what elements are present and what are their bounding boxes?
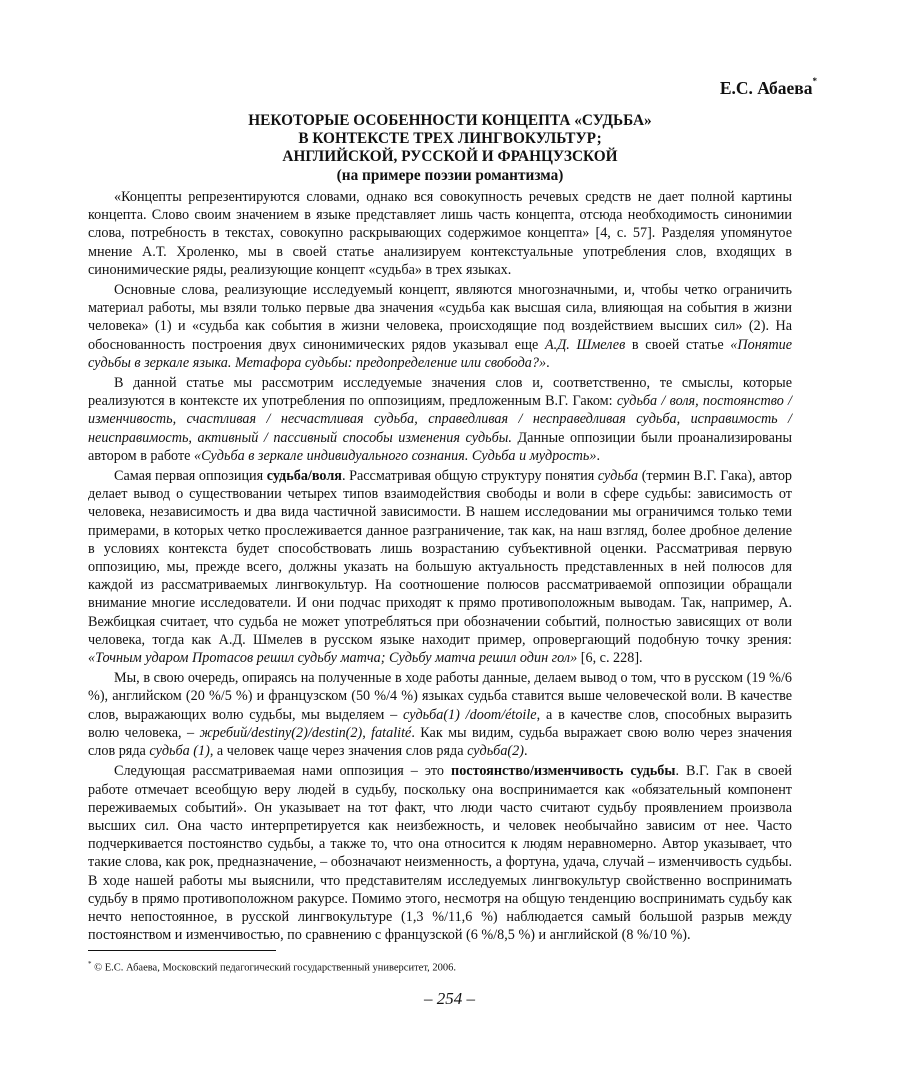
title-line-3: АНГЛИЙСКОЙ, РУССКОЙ И ФРАНЦУЗСКОЙ (282, 148, 618, 166)
page-number: – 254 – (424, 989, 475, 1008)
author-name: Е.С. Абаева* (719, 76, 817, 98)
author-footnote-mark: * (812, 76, 817, 86)
footnote-divider (88, 950, 276, 951)
footnote: * © Е.С. Абаева, Московский педагогический государственный университет, 2006. (88, 960, 457, 974)
paragraph-4: Самая первая оппозиция судьба/воля. Рассматривая общую структуру понятия судьба (термин В.Г. Гака), автор делает вывод о существовании четырех типов взаимодействия свободы и воли в сфере судьбы: зависимость от человека, независимость и два вида частичной зависимости. В нашем исследовании мы ограничимся только теми примерами, в которых четко прослеживается данное разграничение, так как, на наш взгляд, более дробное деление в условиях контекста будет способствовать лишь возрастанию субъективной оценки. Рассматривая первую оппозицию, мы, прежде всего, должны указать на большую актуальность представленных в ней полюсов для каждой из рассматриваемых лингвокультур. На соотношение полюсов рассматриваемой оппозиции обращали внимание многие исследователи. И они подчас приходят к прямо противоположным выводам. Так, например, А. Вежбицкая считает, что судьба не может употребляться при обозначении событий, полностью зависящих от воли человека, тогда как А.Д. Шмелев в русском языке находит пример, опровергающий подобную точку зрения: «Точным ударом Протасов решил судьбу матча; Судьбу матча решил один гол» [6, с. 228]. (88, 468, 793, 667)
paragraph-1: «Концепты репрезентируются словами, однако вся совокупность речевых средств не дает полной картины концепта. Слово своим значением в языке представляет лишь часть концепта, отсюда необходимость синонимии слова, потребность в текстах, совокупно раскрывающих содержимое концепта» [4, с. 57]. Разделяя упомянутое мнение А.Т. Хроленко, мы в своей статье анализируем контекстуальные употребления слов, входящих в синонимические ряды, реализующие концепт «судьба» в трех языках. (88, 189, 792, 278)
title-subtitle: (на примере поэзии романтизма) (336, 166, 564, 184)
title-line-1: НЕКОТОРЫЕ ОСОБЕННОСТИ КОНЦЕПТА «СУДЬБА» (248, 112, 652, 129)
paragraph-3: В данной статье мы рассмотрим исследуемые значения слов и, соответственно, те смыслы, которые реализуются в контексте их употребления по оппозициям, предложенным В.Г. Гаком: судьба / воля, постоянство / изменчивость, счастливая / несчастливая судьба, справедливая / несправедливая судьба, исправимость / неисправимость, активный / пассивный способы изменения судьбы. Данные оппозиции были проанализированы автором в работе «Судьба в зеркале индивидуального сознания. Судьба и мудрость». (88, 375, 792, 464)
paragraph-5: Мы, в свою очередь, опираясь на полученные в ходе работы данные, делаем вывод о том, что в русском (19 %/6 %), английском (20 %/5 %) и французском (50 %/4 %) языках судьба ставится выше человеческой воли. В качестве слов, выражающих волю судьбы, мы выделяем – судьба(1) /doom/étoile, а в качестве слов, способных выразить волю человека, – жребий/destiny(2)/destin(2), fatalité. Как мы видим, судьба выражает свою волю через значения слов ряда судьба (1), а человек чаще через значения слов ряда судьба(2). (88, 670, 792, 760)
article-title (90, 112, 810, 185)
article-body (88, 188, 792, 946)
paragraph-2: Основные слова, реализующие исследуемый концепт, являются многозначными, и, чтобы четко ограничить материал работы, мы взяли только первые два значения «судьба как высшая сила, влияющая на события в жизни человека» (1) и «судьба как события в жизни человека, происходящие под воздействием высших сил» (2). На обоснованность построения двух синонимических рядов указывал еще А.Д. Шмелев в своей статье «Понятие судьбы в зеркале языка. Метафора судьбы: предопределение или свобода?». (88, 282, 793, 371)
title-line-2: В КОНТЕКСТЕ ТРЕХ ЛИНГВОКУЛЬТУР; (298, 130, 602, 148)
paragraph-6: Следующая рассматриваемая нами оппозиция – это постоянство/изменчивость судьбы. В.Г. Гак в своей работе отмечает всеобщую веру людей в судьбу, поскольку она воспринимается как «обязательный компонент переживаемых событий». Он указывает на тот факт, что люди часто считают судьбу проявлением произвола высших сил. Она часто интерпретируется как неизбежность, и человек необычайно зависим от нее. Часто подчеркивается постоянство судьбы, а также то, что она относится к людям неравномерно. Автор указывает, что такие слова, как рок, предназначение, – обозначают неизменность, а фортуна, удача, случай – изменчивость судьбы. В ходе нашей работы мы выяснили, что представителям исследуемых лингвокультур свойственно воспринимать судьбу в прямо противоположном ракурсе. Помимо этого, несмотря на общую тенденцию воспринимать судьбу как нечто непостоянное, в русской лингвокультуре (1,3 %/11,6 %) наблюдается самый большой разрыв между постоянством и изменчивостью, по сравнению с французской (6 %/8,5 %) и английской (8 %/10 %). (88, 763, 792, 944)
